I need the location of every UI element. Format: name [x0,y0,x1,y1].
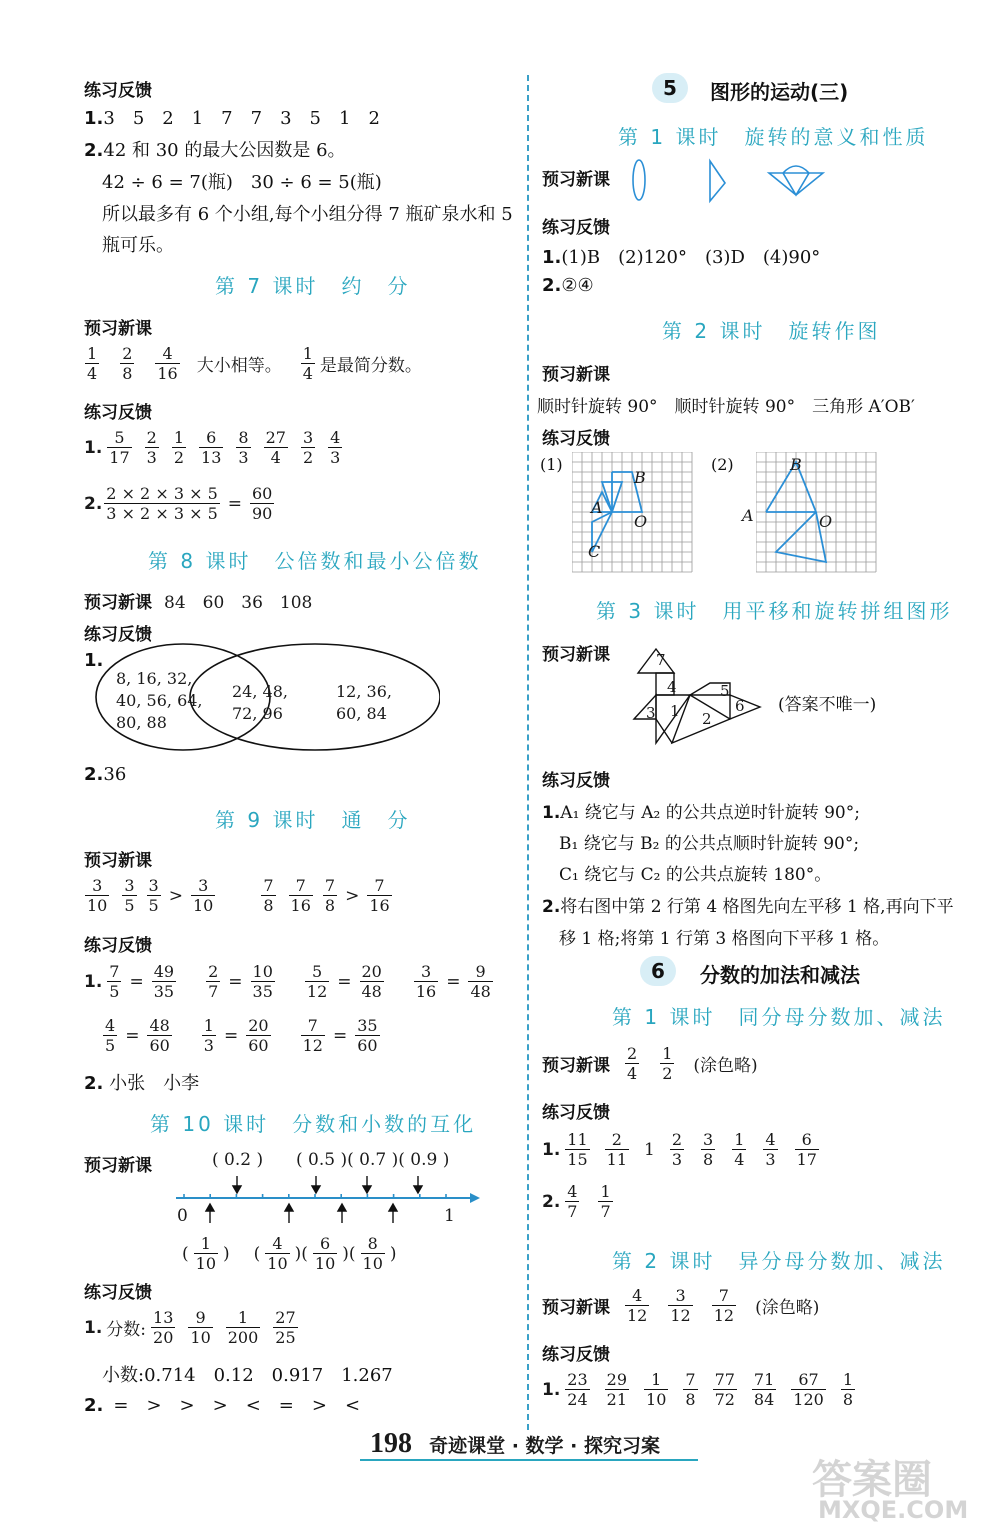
fraction: $\frac{2}{4}$ [627,1044,638,1083]
fraction: 8 10 [362,1234,383,1273]
section-label-preview: 预习新课 [542,645,610,665]
decimal-label-0-2: ( 0.2 ) [212,1150,264,1170]
point-a-label-1: A [591,498,603,517]
footer-rule [360,1459,698,1461]
lesson-9-ex2: 2. 小张 小李 [84,1073,200,1094]
section-label-preview: 预习新课 [84,319,152,339]
equals-sign: = [446,971,461,992]
value-one: 1 [644,1139,655,1160]
equals-sign: = [129,971,144,992]
venn-right-ellipse [190,644,440,750]
fraction: $\frac{7}{8}$ [685,1370,696,1409]
equals-sign: = [223,1025,239,1046]
point-c-label-1: C [588,542,601,561]
page-footer [370,1428,660,1460]
section-label-preview: 预习新课 [542,1056,610,1076]
fraction: $\frac{4}{7}$ [567,1182,578,1221]
venn-left-set: 8, 16, 32, 40, 56, 64, 80, 88 [116,669,203,732]
chapter-6-lesson-1-title: 第 1 课时 同分母分数加、减法 [612,1005,946,1029]
tangram-piece-7: 7 [656,651,666,669]
fraction: $\frac{3}{2}$ [302,428,314,467]
fraction: $\frac{9}{10}$ [190,1308,211,1347]
chapter-5-lesson-3-ex1-line3: C₁ 绕它与 C₂ 的公共点旋转 180°。 [559,865,832,885]
fraction: $\frac{5}{17}$ [109,428,130,467]
exercise-2-line-4: 瓶可乐。 [102,235,174,256]
triangle-shape-icon [710,161,725,201]
simplest-text: 是最简分数。 [319,356,422,376]
lesson-9-ex1-row1 [84,962,498,1001]
exercise-number: 1. [542,1139,561,1160]
lesson-9-ex1-row2 [98,1016,385,1055]
chapter-5-lesson-1-ex2: 2.②④ [542,275,594,296]
chapter-5-lesson-2-preview: 顺时针旋转 90° 顺时针旋转 90° 三角形 A′OB′ [537,397,915,417]
fraction: $\frac{7}{8}$ [263,876,274,915]
equation [296,1016,385,1055]
section-label-feedback: 练习反馈 [542,429,610,449]
chapter-6-title: 分数的加法和减法 [700,963,860,987]
chapter-5-lesson-3-title: 第 3 课时 用平移和旋转拼组图形 [596,599,953,623]
exercise-number: 1. [542,1379,561,1400]
greater-sign: > [168,885,183,906]
fraction: 1 10 [195,1234,216,1273]
fraction: $\frac{67}{120}$ [793,1370,824,1409]
number-line-fractions: ( 1 10 ) ( 4 10 )( 6 10 )( 8 10 ) [182,1234,397,1273]
fraction-group [80,344,185,383]
chapter-5-lesson-3-ex2-line2: 移 1 格;将第 1 行第 3 格图向下平移 1 格。 [559,929,890,949]
grid-1-label: (1) [540,455,563,474]
section-label-feedback: 练习反馈 [84,1283,152,1303]
chapter-5-lesson-1-ex1: 1.(1)B (2)120° (3)D (4)90° [542,247,821,268]
equation [409,962,498,1001]
section-label-feedback: 练习反馈 [84,625,152,645]
chapter-6-badge: 6 [640,956,676,986]
fraction: $\frac{4}{5}$ [105,1016,116,1055]
fraction: $\frac{1}{200}$ [227,1308,259,1347]
tangram-piece-3: 3 [646,704,656,722]
fraction: $\frac{1}{8}$ [842,1370,854,1409]
tangram-piece-1: 1 [670,702,680,720]
exercise-number: 2. [84,493,103,514]
fraction-group [146,1308,303,1347]
fraction: $\frac{1}{10}$ [646,1370,667,1409]
section-label-feedback: 练习反馈 [542,1103,610,1123]
fraction: 6 10 [314,1234,336,1273]
lesson-8-title: 第 8 课时 公倍数和最小公倍数 [148,549,482,573]
section-label-feedback: 练习反馈 [84,936,152,956]
fraction: $\frac{1}{2}$ [662,1044,673,1083]
fraction: $\frac{9}{48}$ [470,962,491,1001]
fraction: $\frac{7}{16}$ [290,876,311,915]
fraction-group [620,1044,679,1083]
equal-size-text: 大小相等。 [196,356,282,376]
fraction-group [560,1182,617,1221]
chapter-6-lesson-2-title: 第 2 课时 异分母分数加、减法 [612,1249,946,1273]
venn-right-set: 12, 36, 60, 84 [336,682,392,723]
section-label-preview: 预习新课 [84,1156,152,1176]
point-b-label-2: B [790,455,802,474]
fraction: $\frac{60}{90}$ [252,484,273,523]
section-label-feedback: 练习反馈 [542,218,610,238]
fraction: $\frac{27}{25}$ [275,1308,296,1347]
section-label-preview: 预习新课 [542,365,610,385]
fraction: $\frac{2}{3}$ [671,1130,683,1169]
chapter-5-lesson-3-ex1-line1: 1.A₁ 绕它与 A₂ 的公共点逆时针旋转 90°; [542,803,860,823]
fraction-group [560,1130,634,1169]
fraction: $\frac{13}{20}$ [153,1308,174,1347]
exercise-number: 2. [542,1191,561,1212]
exercise-2-line-1: 2.42 和 30 的最大公因数是 6。 [84,140,346,161]
fraction: $\frac{4}{12}$ [627,1286,648,1325]
chapter-6-lesson-1-ex1 [542,1130,824,1169]
fraction: $\frac{7}{12}$ [302,1016,323,1055]
pointer-arrows [206,1176,422,1223]
tangram-piece-4: 4 [667,678,677,696]
fraction: $\frac{7}{5}$ [109,962,120,1001]
fraction: $\frac{48}{60}$ [149,1016,170,1055]
section-label-preview: 预习新课 [542,1298,610,1318]
fraction: $\frac{1}{4}$ [734,1130,745,1169]
section-label-feedback: 练习反馈 [84,81,152,101]
fraction: $\frac{3}{5}$ [124,876,135,915]
equation [201,962,280,1001]
watermark-url: MXQE.COM [818,1496,969,1524]
fraction: $\frac{2}{7}$ [208,962,219,1001]
tangram-piece-5: 5 [720,682,730,700]
fraction: $\frac{2}{3}$ [146,428,157,467]
fraction: $\frac{49}{35}$ [153,962,175,1001]
section-label-feedback: 练习反馈 [542,771,610,791]
chapter-6-lesson-2-preview [542,1286,819,1325]
fraction-prefix: 分数: [106,1320,147,1340]
number-line-arrowhead [470,1193,480,1203]
chapter-5-lesson-3-ex2-line1: 2.将右图中第 2 行第 4 格图先向左平移 1 格,再向下平 [542,897,954,917]
lesson-10-title: 第 10 课时 分数和小数的互化 [150,1112,477,1136]
chapter-5-lesson-2-title: 第 2 课时 旋转作图 [662,319,881,343]
equals-sign: = [228,971,243,992]
equation [98,1016,177,1055]
chapter-5-title: 图形的运动(三) [710,80,849,104]
axis-end-label: 1 [444,1206,455,1226]
equals-sign: = [332,1025,348,1046]
section-label-preview: 预习新课 [542,170,610,190]
fraction: $\frac{71}{84}$ [753,1370,775,1409]
chapter-6-lesson-2-ex1 [542,1370,860,1409]
fraction: 4 10 [267,1234,288,1273]
fraction: $\frac{2}{8}$ [122,344,133,383]
exercise-2-line-2: 42 ÷ 6 = 7(瓶) 30 ÷ 6 = 5(瓶) [102,172,382,193]
equation [300,962,389,1001]
fraction: $\frac{1}{2}$ [173,428,185,467]
fraction: $\frac{6}{13}$ [201,428,222,467]
fraction: $\frac{2 \times 2 \times 3 \times 5}{3 \times 2 \times 3 \times 5}$ [106,484,218,523]
fraction: $\frac{3}{8}$ [703,1130,714,1169]
lesson-8-preview: 预习新课 84 60 36 108 [84,593,313,613]
tangram-piece-2: 2 [702,710,712,728]
tangram-piece-6: 6 [735,697,745,715]
rotation-shapes [625,155,825,205]
exercise-number: 1. [84,971,103,992]
decimal-labels-group: ( 0.5 )( 0.7 )( 0.9 ) [296,1150,450,1170]
lesson-8-ex2: 2.36 [84,764,127,785]
point-b-label-1: B [634,468,646,487]
equals-sign: = [337,971,352,992]
fraction-group [560,1370,860,1409]
equation-group [102,962,498,1001]
number-line [170,1168,482,1228]
point-o-label-2: O [819,512,833,531]
tangram-figure [630,643,770,748]
diamond-shape-icon [769,166,823,195]
fraction-group [102,428,347,467]
fraction: $\frac{6}{17}$ [796,1130,817,1169]
point-o-label-1: O [634,512,648,531]
chapter-6-lesson-1-preview [542,1044,758,1083]
fraction: $\frac{4}{3}$ [765,1130,776,1169]
lesson-9-preview-row [80,876,397,915]
lesson-7-title: 第 7 课时 约 分 [215,274,411,298]
fraction: $\frac{7}{12}$ [713,1286,735,1325]
lesson-10-ex1-fractions [84,1308,303,1347]
equation [102,962,181,1001]
fraction: $\frac{1}{4}$ [87,344,98,383]
fraction-group [665,1130,824,1169]
equals-sign: = [227,493,242,514]
venn-intersection: 24, 48, 72, 96 [232,682,288,723]
fraction: $\frac{8}{3}$ [238,428,249,467]
exercise-number: 1. [84,437,103,458]
chapter-5-lesson-1-title: 第 1 课时 旋转的意义和性质 [618,125,929,149]
fraction: $\frac{10}{35}$ [252,962,273,1001]
coloring-note: (涂色略) [755,1298,820,1318]
fraction: 7 8 [324,876,336,915]
fraction-group [620,1286,741,1325]
fraction-group [256,876,318,915]
fraction-group [80,876,142,915]
fraction: $\frac{20}{48}$ [361,962,382,1001]
fraction: $\frac{11}{15}$ [567,1130,588,1169]
point-a-label-2: A [742,506,754,525]
lesson-10-ex2: 2. = > > > < = > < [84,1395,361,1416]
exercise-number: 1. [84,650,104,671]
fraction: $\frac{1}{3}$ [203,1016,214,1055]
grid-2-label: (2) [711,455,734,474]
answer-not-unique-note: (答案不唯一) [778,695,877,715]
chapter-6-lesson-1-ex2 [542,1182,618,1221]
lesson-9-title: 第 9 课时 通 分 [215,808,411,832]
fraction: $\frac{27}{4}$ [265,428,286,467]
fraction: $\frac{2}{11}$ [606,1130,628,1169]
fraction: $\frac{20}{60}$ [248,1016,269,1055]
watermark-logo: 答案圈 [812,1457,932,1503]
fraction: $\frac{3}{16}$ [415,962,437,1001]
lesson-7-ex1-row [84,428,347,467]
fraction: $\frac{4}{3}$ [330,428,341,467]
equation-group [98,1016,385,1055]
fraction: 7 16 [369,876,390,915]
fraction: $\frac{77}{72}$ [714,1370,735,1409]
equation [197,1016,276,1055]
lesson-7-ex2-row [84,484,279,523]
fraction: $\frac{29}{21}$ [606,1370,628,1409]
column-divider [527,75,529,1430]
chapter-5-lesson-3-ex1-line2: B₁ 绕它与 B₂ 的公共点顺时针旋转 90°; [559,834,860,854]
exercise-2-line-3: 所以最多有 6 个小组,每个小组分得 7 瓶矿泉水和 5 [102,204,513,225]
lesson-10-ex1-decimals: 小数:0.714 0.12 0.917 1.267 [102,1365,393,1386]
book-title: 奇迹课堂 · 数学 · 探究习案 [429,1435,660,1457]
fraction: 3 10 [192,876,214,915]
fraction: $\frac{35}{60}$ [357,1016,378,1055]
fraction: $\frac{5}{12}$ [306,962,328,1001]
page-number: 198 [370,1428,412,1459]
fraction: $\frac{3}{10}$ [87,876,108,915]
greater-sign: > [345,885,360,906]
fraction: $\frac{1}{7}$ [600,1182,611,1221]
coloring-note: (涂色略) [693,1056,758,1076]
fraction: $\frac{23}{24}$ [567,1370,588,1409]
chapter-5-badge: 5 [652,73,688,103]
ellipse-shape-icon [633,160,645,200]
section-label-feedback: 练习反馈 [542,1345,610,1365]
exercise-number: 1. [84,1317,103,1338]
fraction: $\frac{4}{16}$ [157,344,178,383]
fraction: 3 5 [148,876,159,915]
fraction: 1 4 [302,344,313,383]
section-label-feedback: 练习反馈 [84,403,152,423]
exercise-1-answer: 1.3 5 2 1 7 7 3 5 1 2 [84,108,380,129]
fraction: $\frac{3}{12}$ [670,1286,691,1325]
section-label-preview: 预习新课 [84,851,152,871]
lesson-7-preview-row [80,344,422,383]
axis-start-label: 0 [177,1206,188,1226]
equals-sign: = [125,1025,140,1046]
